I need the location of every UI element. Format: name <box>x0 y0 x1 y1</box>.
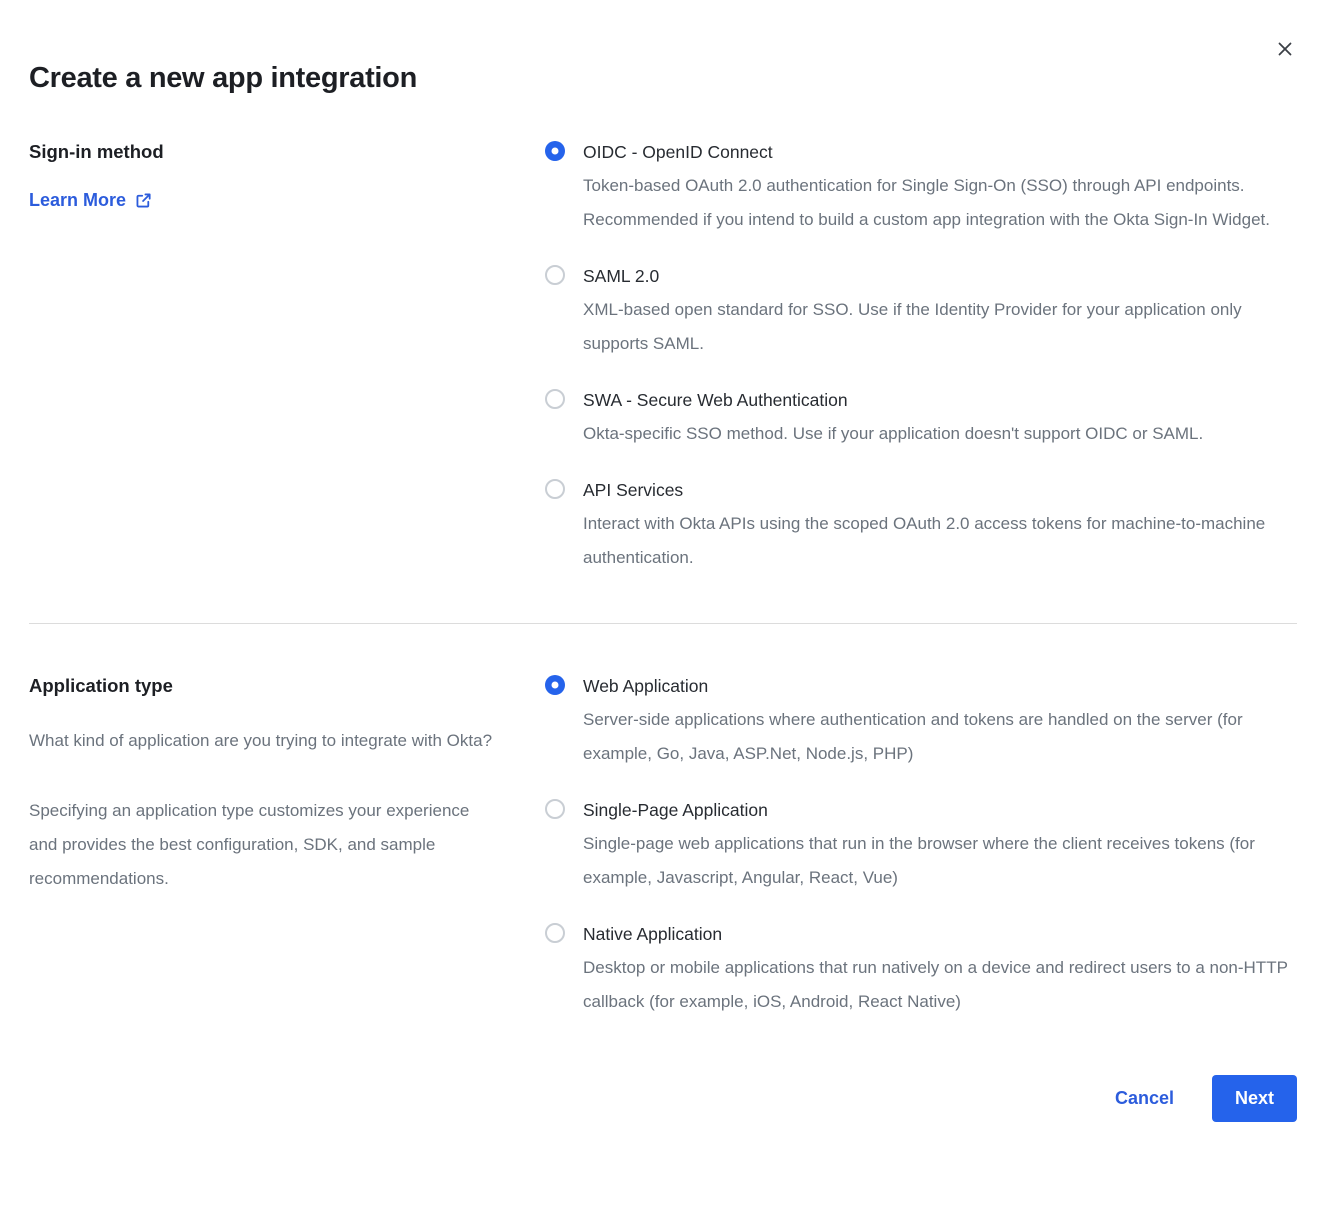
radio-icon-native-application[interactable] <box>545 923 565 943</box>
radio-option-native-application[interactable] <box>545 922 1297 1019</box>
radio-icon-single-page-application[interactable] <box>545 799 565 819</box>
signin-method-heading: Sign-in method <box>29 141 164 162</box>
radio-icon-swa[interactable] <box>545 389 565 409</box>
option-label: SAML 2.0 <box>583 266 660 286</box>
radio-icon-api-services[interactable] <box>545 479 565 499</box>
close-icon[interactable] <box>1274 38 1296 60</box>
radio-option-api-services[interactable] <box>545 478 1297 575</box>
radio-option-swa[interactable] <box>545 388 1297 451</box>
option-description: Okta-specific SSO method. Use if your application doesn't support OIDC or SAML. <box>583 424 1204 443</box>
option-description: Server-side applications where authentication and tokens are handled on the server (for example, Go, Java, ASP.Net, Node.js, PHP) <box>583 710 1243 763</box>
external-link-icon <box>135 192 152 209</box>
option-label: Single-Page Application <box>583 800 768 820</box>
option-label: SWA - Secure Web Authentication <box>583 390 848 410</box>
cancel-button[interactable]: Cancel <box>1114 1088 1174 1108</box>
application-type-section <box>29 674 1297 1019</box>
radio-icon-oidc[interactable] <box>545 141 565 161</box>
application-type-question: What kind of application are you trying to integrate with Okta? <box>29 731 493 750</box>
option-description: XML-based open standard for SSO. Use if the Identity Provider for your application only supports SAML. <box>583 300 1242 353</box>
option-description: Token-based OAuth 2.0 authentication for Single Sign-On (SSO) through API endpoints. Recommended if you intend to build a custom app integration with the Okta Sign-In Widget. <box>583 176 1270 229</box>
radio-icon-saml[interactable] <box>545 265 565 285</box>
application-type-note: Specifying an application type customizes your experience and provides the best configuration, SDK, and sample recommendations. <box>29 801 470 888</box>
option-label: OIDC - OpenID Connect <box>583 142 773 162</box>
option-description: Single-page web applications that run in the browser where the client receives tokens (for example, Javascript, Angular, React, Vue) <box>583 834 1255 887</box>
next-button[interactable]: Next <box>1212 1075 1297 1122</box>
learn-more-link[interactable] <box>29 190 152 211</box>
radio-icon-web-application[interactable] <box>545 675 565 695</box>
dialog-footer <box>29 1075 1297 1122</box>
section-divider <box>29 623 1297 624</box>
learn-more-label: Learn More <box>29 190 127 210</box>
application-type-heading: Application type <box>29 675 173 696</box>
radio-option-web-application[interactable] <box>545 674 1297 771</box>
page-title: Create a new app integration <box>29 62 418 94</box>
radio-option-saml[interactable] <box>545 264 1297 361</box>
radio-option-oidc[interactable] <box>545 140 1297 237</box>
option-description: Desktop or mobile applications that run natively on a device and redirect users to a non-HTTP callback (for example, iOS, Android, React Native) <box>583 958 1288 1011</box>
radio-option-single-page-application[interactable] <box>545 798 1297 895</box>
option-label: Web Application <box>583 676 709 696</box>
option-label: API Services <box>583 480 684 500</box>
option-description: Interact with Okta APIs using the scoped OAuth 2.0 access tokens for machine-to-machine authentication. <box>583 514 1266 567</box>
signin-method-section <box>29 140 1297 575</box>
option-label: Native Application <box>583 924 723 944</box>
